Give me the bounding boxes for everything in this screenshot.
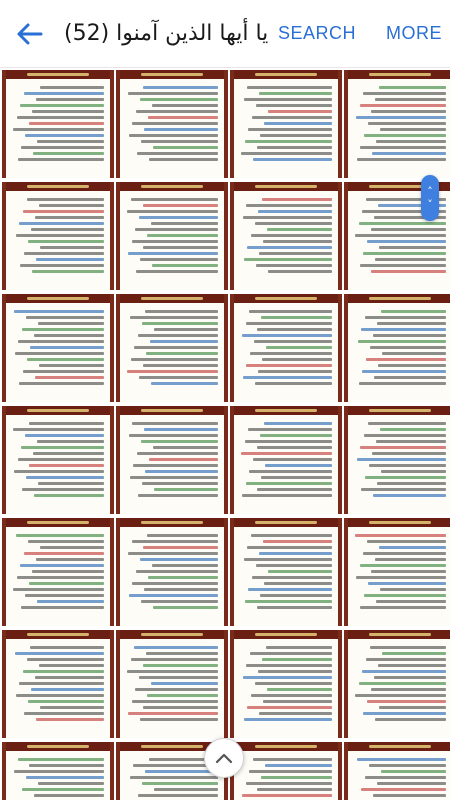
app-bar bbox=[0, 0, 450, 68]
fast-scroll-icon[interactable]: ˄ ˅ bbox=[421, 175, 439, 221]
chevron-up-icon bbox=[215, 752, 233, 764]
page-thumbnail[interactable] bbox=[230, 294, 342, 402]
page-title: يا أيها الذين آمنوا (52) bbox=[64, 21, 269, 46]
page-thumbnail[interactable] bbox=[230, 406, 342, 514]
page-text-preview bbox=[348, 751, 450, 800]
page-text-preview bbox=[6, 639, 110, 728]
page-text-preview bbox=[234, 303, 338, 392]
page-text-preview bbox=[234, 639, 338, 728]
page-header-band bbox=[348, 630, 450, 639]
page-thumbnail[interactable] bbox=[116, 182, 228, 290]
page-text-preview bbox=[234, 751, 338, 800]
page-thumbnail[interactable] bbox=[116, 518, 228, 626]
page-text-preview bbox=[348, 527, 450, 616]
scroll-to-top-button[interactable] bbox=[204, 738, 244, 778]
page-thumbnail[interactable] bbox=[344, 630, 450, 738]
page-text-preview bbox=[234, 79, 338, 168]
page-thumbnail[interactable] bbox=[344, 406, 450, 514]
page-thumbnail[interactable] bbox=[116, 630, 228, 738]
page-text-preview bbox=[348, 415, 450, 504]
page-header-band bbox=[234, 742, 338, 751]
page-header-band bbox=[6, 630, 110, 639]
page-thumbnail[interactable] bbox=[344, 70, 450, 178]
page-header-band bbox=[120, 294, 224, 303]
page-header-band bbox=[120, 182, 224, 191]
page-thumbnail[interactable] bbox=[230, 742, 342, 800]
page-header-band bbox=[234, 406, 338, 415]
page-header-band bbox=[6, 518, 110, 527]
page-header-band bbox=[120, 630, 224, 639]
page-thumbnail[interactable] bbox=[2, 630, 114, 738]
page-text-preview bbox=[120, 303, 224, 392]
page-text-preview bbox=[6, 415, 110, 504]
arrow-left-icon bbox=[17, 23, 43, 45]
page-header-band bbox=[6, 182, 110, 191]
page-header-band bbox=[348, 294, 450, 303]
page-thumbnail[interactable] bbox=[2, 70, 114, 178]
page-header-band bbox=[6, 294, 110, 303]
page-text-preview bbox=[234, 415, 338, 504]
page-header-band bbox=[234, 182, 338, 191]
page-thumbnail[interactable] bbox=[230, 70, 342, 178]
page-text-preview bbox=[120, 527, 224, 616]
page-header-band bbox=[348, 742, 450, 751]
page-header-band bbox=[6, 742, 110, 751]
page-text-preview bbox=[120, 415, 224, 504]
page-thumbnail[interactable] bbox=[344, 742, 450, 800]
page-thumbnail[interactable] bbox=[116, 406, 228, 514]
page-thumbnail[interactable] bbox=[2, 294, 114, 402]
search-button[interactable]: SEARCH bbox=[278, 23, 357, 43]
page-header-band bbox=[234, 294, 338, 303]
page-text-preview bbox=[348, 303, 450, 392]
page-thumbnail[interactable] bbox=[116, 70, 228, 178]
page-thumbnail[interactable] bbox=[2, 518, 114, 626]
page-text-preview bbox=[6, 303, 110, 392]
page-text-preview bbox=[120, 191, 224, 280]
page-thumbnail[interactable] bbox=[2, 742, 114, 800]
page-thumbnail[interactable] bbox=[230, 518, 342, 626]
page-text-preview bbox=[348, 79, 450, 168]
page-header-band bbox=[348, 518, 450, 527]
page-header-band bbox=[120, 518, 224, 527]
page-text-preview bbox=[234, 191, 338, 280]
page-text-preview bbox=[6, 191, 110, 280]
page-header-band bbox=[348, 406, 450, 415]
page-header-band bbox=[120, 406, 224, 415]
page-thumbnail[interactable] bbox=[344, 518, 450, 626]
thumbnail-grid[interactable] bbox=[0, 68, 450, 800]
page-text-preview bbox=[348, 639, 450, 728]
page-thumbnail[interactable] bbox=[230, 630, 342, 738]
more-button[interactable]: MORE bbox=[386, 23, 443, 43]
page-header-band bbox=[120, 70, 224, 79]
page-text-preview bbox=[6, 751, 110, 800]
page-header-band bbox=[234, 630, 338, 639]
page-header-band bbox=[6, 70, 110, 79]
page-thumbnail[interactable] bbox=[344, 294, 450, 402]
page-text-preview bbox=[6, 79, 110, 168]
back-button[interactable] bbox=[8, 12, 52, 56]
page-text-preview bbox=[120, 639, 224, 728]
page-header-band bbox=[348, 70, 450, 79]
page-text-preview bbox=[6, 527, 110, 616]
page-thumbnail[interactable] bbox=[2, 182, 114, 290]
page-header-band bbox=[234, 518, 338, 527]
page-thumbnail[interactable] bbox=[2, 406, 114, 514]
page-header-band bbox=[6, 406, 110, 415]
page-thumbnail[interactable] bbox=[230, 182, 342, 290]
page-text-preview bbox=[234, 527, 338, 616]
page-thumbnail[interactable] bbox=[116, 294, 228, 402]
page-text-preview bbox=[120, 79, 224, 168]
page-header-band bbox=[234, 70, 338, 79]
